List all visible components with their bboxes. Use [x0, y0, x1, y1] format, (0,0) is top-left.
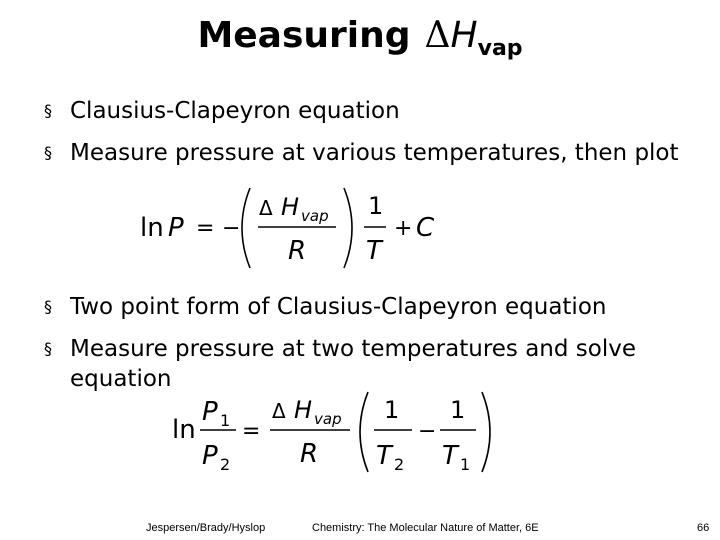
eq2-minus: −: [418, 419, 437, 444]
eq2-one-a: 1: [384, 396, 400, 424]
eq1-enthalpy: H: [281, 193, 300, 221]
eq1-plus: +: [394, 216, 413, 241]
eq1-delta: Δ: [259, 196, 273, 220]
bullet-text: Measure pressure at two temperatures and solve equation: [70, 336, 637, 392]
eq2-enthalpy: H: [294, 396, 313, 424]
eq2-subscript: vap: [314, 410, 342, 428]
eq2-equals: =: [242, 419, 261, 444]
footer-book-title: Chemistry: The Molecular Nature of Matter, 6E: [312, 522, 539, 534]
eq2-p2-subscript: 2: [220, 455, 231, 474]
footer-authors: Jespersen/Brady/Hyslop: [146, 522, 266, 534]
eq2-p1-subscript: 1: [220, 411, 231, 430]
eq2-gas-constant: R: [300, 439, 319, 469]
title-enthalpy-variable: H: [450, 15, 478, 56]
bullet-item-3: [44, 292, 684, 322]
footer-page-number: 66: [697, 522, 710, 534]
eq1-gas-constant: R: [288, 236, 307, 266]
eq1-subscript: vap: [301, 207, 329, 225]
eq2-delta: Δ: [272, 399, 286, 423]
eq2-t2: T: [376, 441, 392, 471]
eq1-temperature: T: [366, 236, 382, 266]
bullet-marker-icon: §: [44, 297, 52, 316]
title-subscript: vap: [477, 36, 523, 61]
bullet-marker-icon: §: [44, 101, 52, 120]
eq2-left-paren: [360, 392, 368, 472]
eq1-minus: −: [222, 216, 241, 241]
eq1-pressure: P: [168, 213, 184, 243]
eq2-one-b: 1: [450, 396, 466, 424]
title-delta-symbol: Δ: [424, 15, 451, 56]
eq1-constant: C: [416, 213, 435, 243]
slide-title: [0, 10, 720, 67]
eq1-left-paren: [242, 188, 250, 268]
eq2-p1: P: [202, 397, 218, 427]
eq2-t1: T: [442, 441, 458, 471]
eq2-t2-subscript: 2: [394, 455, 405, 474]
eq2-right-paren: [482, 392, 490, 472]
eq1-right-paren: [344, 188, 352, 268]
eq2-t1-subscript: 1: [460, 455, 471, 474]
eq1-ln: ln: [140, 213, 164, 243]
bullet-text: Two point form of Clausius-Clapeyron equation: [70, 294, 607, 320]
eq2-ln: ln: [172, 415, 196, 445]
bullet-item-2: [44, 138, 684, 168]
bullet-marker-icon: §: [44, 143, 52, 162]
clausius-clapeyron-equation: [130, 178, 450, 278]
bullet-text: Measure pressure at various temperatures, then plot: [70, 140, 679, 166]
bullet-marker-icon: §: [44, 339, 52, 358]
eq1-equals: =: [196, 216, 215, 241]
two-point-equation: [166, 384, 506, 480]
title-text: Measuring: [197, 15, 411, 56]
bullet-text: Clausius-Clapeyron equation: [70, 98, 400, 124]
eq2-p2: P: [202, 441, 218, 471]
bullet-item-1: [44, 96, 684, 126]
eq1-numerator-one: 1: [368, 192, 384, 220]
